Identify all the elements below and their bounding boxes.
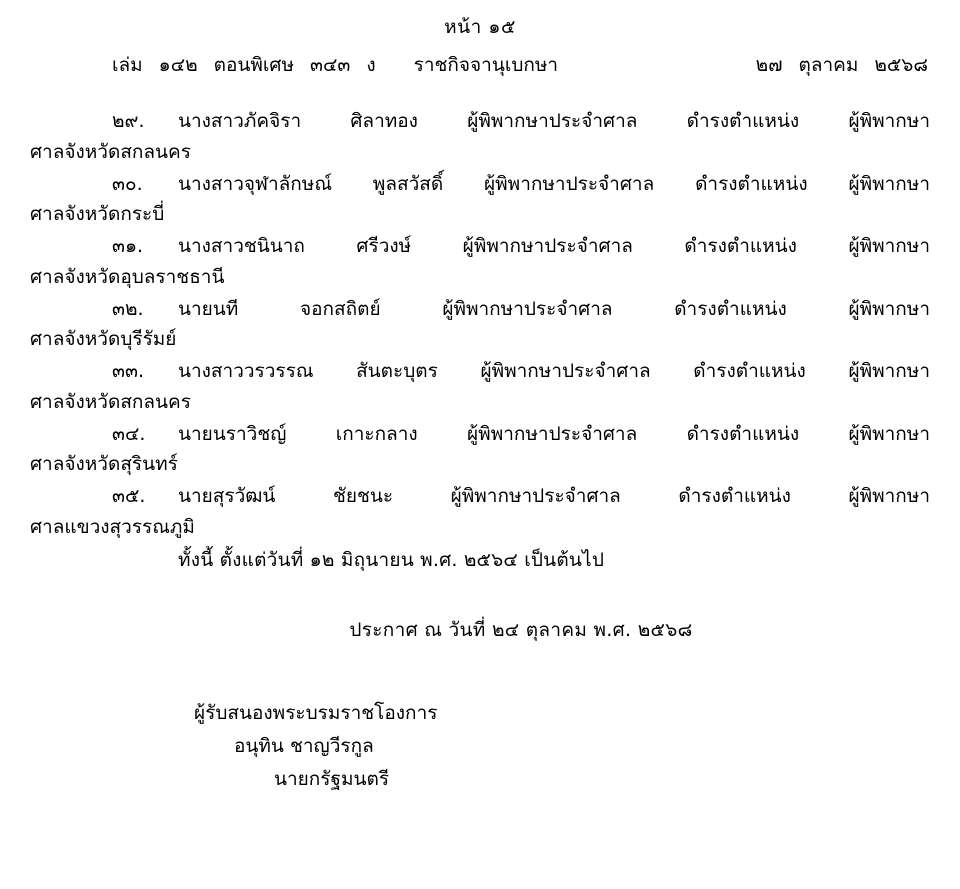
entry-line-1 [112, 481, 930, 512]
effective-date-note: ทั้งนี้ ตั้งแต่วันที่ ๑๒ มิถุนายน พ.ศ. ๒๕๖๔ เป็นต้นไป [178, 548, 605, 571]
countersign-position: นายกรัฐมนตรี [274, 767, 390, 790]
header-date-group [756, 50, 932, 80]
countersign-block [112, 697, 930, 795]
entry-line-1 [112, 169, 930, 200]
entry-text: นางสาวภัคจิรา ศิลาทอง ผู้พิพากษาประจำศาล ดำรงตำแหน่ง ผู้พิพากษา [178, 110, 930, 132]
header-year: ๒๕๖๘ [874, 54, 928, 76]
entry-text: นายสุรวัฒน์ ชัยชนะ ผู้พิพากษาประจำศาล ดำรงตำแหน่ง ผู้พิพากษา [178, 485, 930, 508]
entry-line-2: ศาลจังหวัดสุรินทร์ [30, 453, 178, 476]
entry-text: นางสาวจุฬาลักษณ์ พูลสวัสดิ์ ผู้พิพากษาประจำศาล ดำรงตำแหน่ง ผู้พิพากษา [178, 172, 930, 195]
section-value: ๓๔๓ [309, 54, 351, 76]
entry-line-2: ศาลจังหวัดสกลนคร [30, 140, 191, 163]
entry-line-2: ศาลแขวงสุวรรณภูมิ [30, 515, 195, 538]
countersign-title: ผู้รับสนองพระบรมราชโองการ [194, 702, 438, 725]
entry-line-2: ศาลจังหวัดสกลนคร [30, 390, 191, 413]
volume-value: ๑๔๒ [158, 54, 198, 76]
entry-line-2: ศาลจังหวัดบุรีรัมย์ [30, 328, 177, 351]
page-header [0, 50, 960, 80]
entry-line-1 [112, 294, 930, 325]
list-item [30, 106, 930, 168]
header-day: ๒๗ [755, 54, 783, 76]
entry-line-1 [112, 356, 930, 387]
header-volume-group [112, 50, 376, 80]
entry-text: นางสาววรวรรณ สันตะบุตร ผู้พิพากษาประจำศาล ดำรงตำแหน่ง ผู้พิพากษา [178, 360, 930, 383]
page-number: หน้า ๑๕ [444, 16, 516, 38]
entry-number: ๒๙. [112, 110, 145, 132]
countersign-name: อนุทิน ชาญวีรกูล [234, 735, 374, 758]
entry-number: ๓๐. [112, 172, 143, 195]
gazette-name: ราชกิจจานุเบกษา [413, 54, 559, 76]
entry-line-1 [112, 231, 930, 262]
list-item [30, 231, 930, 293]
header-month: ตุลาคม [798, 54, 859, 76]
list-item [30, 356, 930, 418]
list-item [30, 294, 930, 356]
entries-list [0, 106, 960, 796]
entry-number: ๓๓. [112, 360, 145, 383]
entry-number: ๓๕. [112, 485, 146, 508]
entry-number: ๓๑. [112, 235, 144, 258]
entry-line-1 [112, 106, 930, 137]
section-suffix: ง [366, 54, 376, 76]
entry-number: ๓๔. [112, 422, 146, 445]
entry-text: นางสาวชนินาถ ศรีวงษ์ ผู้พิพากษาประจำศาล ดำรงตำแหน่ง ผู้พิพากษา [178, 235, 930, 258]
entry-text: นายนราวิชญ์ เกาะกลาง ผู้พิพากษาประจำศาล ดำรงตำแหน่ง ผู้พิพากษา [178, 422, 930, 445]
volume-label: เล่ม [112, 54, 143, 76]
gazette-page [0, 12, 960, 889]
entry-number: ๓๒. [112, 297, 144, 320]
announcement-date: ประกาศ ณ วันที่ ๒๔ ตุลาคม พ.ศ. ๒๕๖๘ [349, 619, 693, 642]
list-item [30, 481, 930, 543]
entry-line-1 [112, 419, 930, 450]
list-item [30, 169, 930, 231]
entry-line-2: ศาลจังหวัดกระบี่ [30, 203, 165, 226]
list-item [30, 419, 930, 481]
entry-text: นายนที จอกสถิตย์ ผู้พิพากษาประจำศาล ดำรงตำแหน่ง ผู้พิพากษา [178, 297, 930, 320]
section-label: ตอนพิเศษ [213, 54, 294, 76]
entry-line-2: ศาลจังหวัดอุบลราชธานี [30, 265, 225, 288]
